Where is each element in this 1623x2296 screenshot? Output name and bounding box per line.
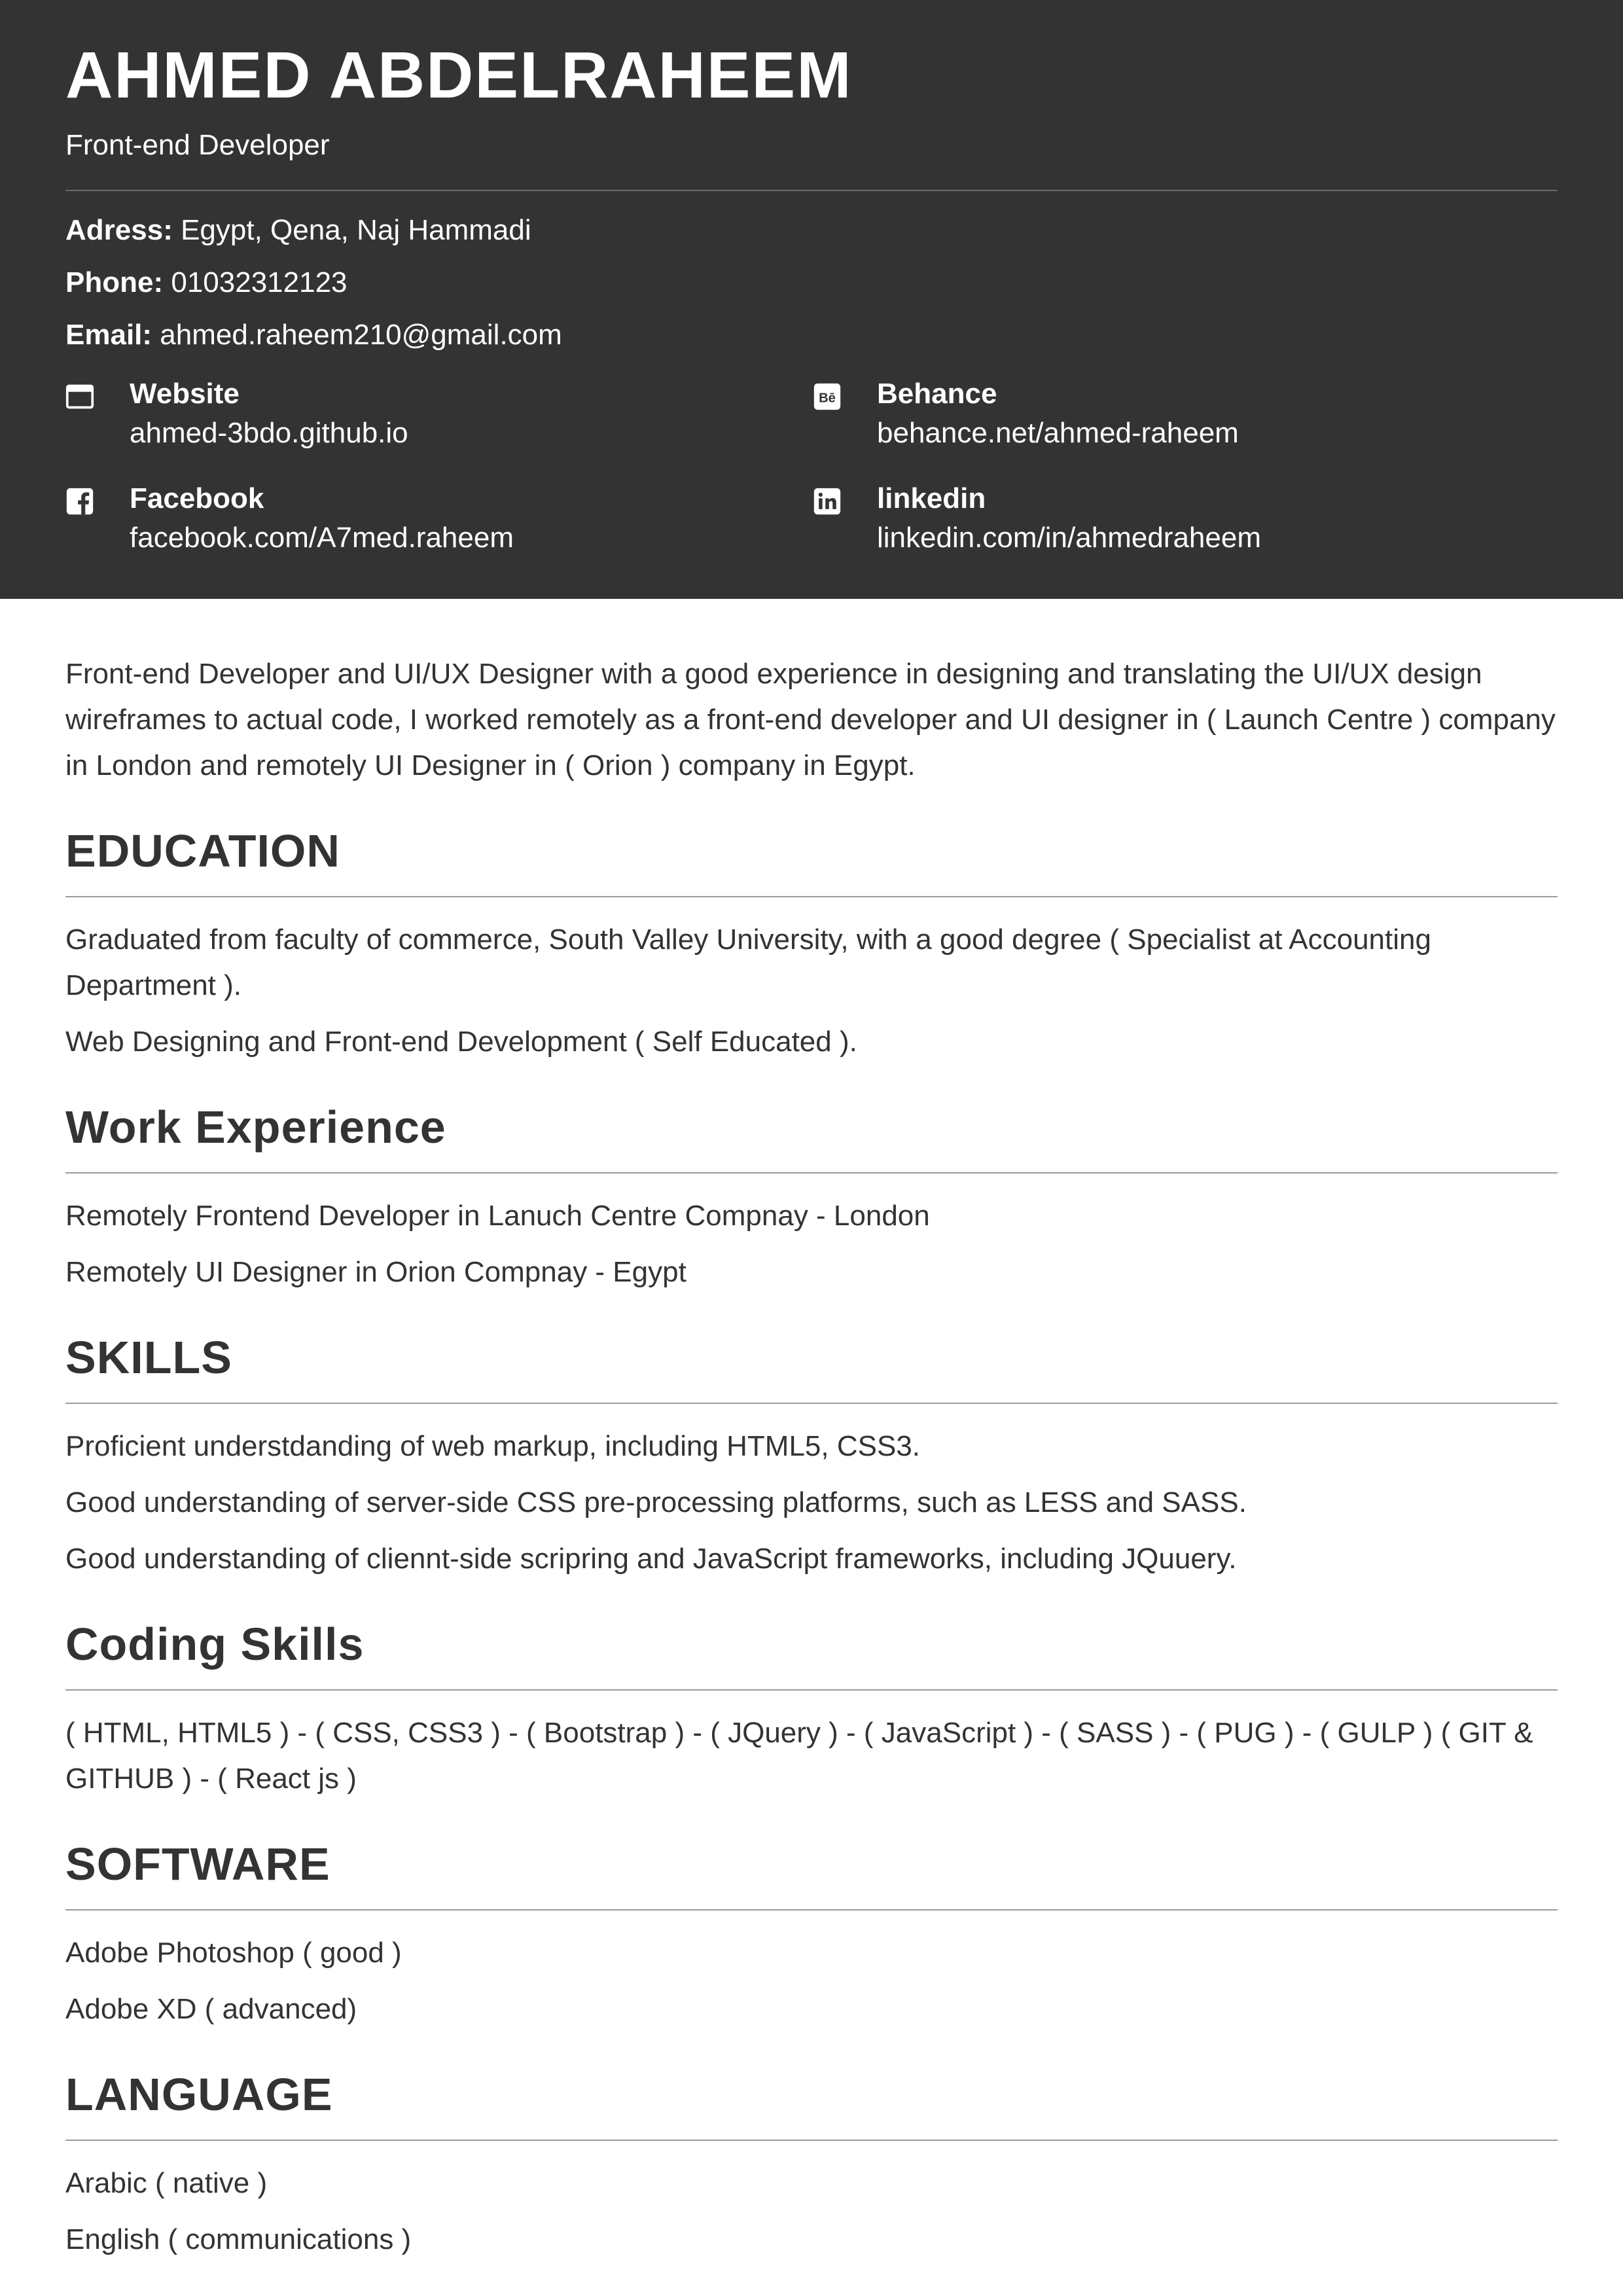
header-divider [65,190,1558,191]
section-title: LANGUAGE [65,2069,333,2120]
coding-skills-section [65,1615,1558,1802]
education-item: Web Designing and Front-end Development ( Self Educated ). [65,1026,857,1058]
behance-icon [813,382,842,411]
section-title: Work Experience [65,1102,446,1153]
linkedin-label: linkedin [877,482,986,514]
facebook-link[interactable] [65,479,813,558]
behance-label: Behance [877,378,997,410]
resume-header [0,0,1623,599]
work-experience-section [65,1098,1558,1295]
skill-item: Proficient understdanding of web markup, including HTML5, CSS3. [65,1430,921,1462]
phone-line [65,263,1558,302]
section-divider [65,1403,1558,1404]
section-title: SKILLS [65,1332,232,1383]
browser-window-icon [65,382,94,411]
address-value: Egypt, Qena, Naj Hammadi [181,214,531,246]
facebook-icon [65,487,94,516]
resume-body [0,599,1623,2263]
education-item: Graduated from faculty of commerce, South Valley University, with a good degree ( Specialist at Accounting Department ). [65,924,1431,1001]
website-link[interactable] [65,374,813,453]
language-item: English ( communications ) [65,2223,412,2255]
profile-links [65,374,1558,558]
software-item: Adobe Photoshop ( good ) [65,1937,402,1969]
work-item: Remotely UI Designer in Orion Compnay - Egypt [65,1256,687,1288]
address-line [65,211,1558,250]
language-item: Arabic ( native ) [65,2167,268,2199]
education-section [65,821,1558,1065]
coding-skills-list: ( HTML, HTML5 ) - ( CSS, CSS3 ) - ( Bootstrap ) - ( JQuery ) - ( JavaScript ) - ( SASS ) - ( PUG ) - ( GULP ) ( GIT & GITHUB ) - ( React js ) [65,1717,1533,1795]
phone-value[interactable]: 01032312123 [171,266,348,298]
section-divider [65,896,1558,897]
email-label: Email: [65,319,152,351]
section-title: SOFTWARE [65,1839,330,1890]
software-item: Adobe XD ( advanced) [65,1993,357,2025]
email-value[interactable]: ahmed.raheem210@gmail.com [160,319,562,351]
profile-summary: Front-end Developer and UI/UX Designer with a good experience in designing and translating the UI/UX design wireframes to actual code, I worked remotely as a front-end developer and UI designer in ( Launch Centre ) company in London and remotely UI Designer in ( Orion ) company in Egypt. [65,658,1556,781]
linkedin-url[interactable]: linkedin.com/in/ahmedraheem [877,522,1261,554]
facebook-url[interactable]: facebook.com/A7med.raheem [130,522,514,554]
email-line [65,315,1558,355]
skill-item: Good understanding of server-side CSS pre-processing platforms, such as LESS and SASS. [65,1486,1247,1518]
section-divider [65,1689,1558,1691]
language-section [65,2065,1558,2263]
section-divider [65,1909,1558,1910]
behance-link[interactable] [813,374,1467,453]
section-divider [65,2140,1558,2141]
linkedin-icon [813,487,842,516]
phone-label: Phone: [65,266,164,298]
website-url[interactable]: ahmed-3bdo.github.io [130,417,408,449]
person-name: AHMED ABDELRAHEEM [65,39,853,112]
facebook-label: Facebook [130,482,264,514]
website-label: Website [130,378,240,410]
section-title: Coding Skills [65,1619,365,1670]
linkedin-link[interactable] [813,479,1467,558]
section-divider [65,1172,1558,1174]
address-label: Adress: [65,214,173,246]
svg-text:Bē: Bē [819,391,836,406]
job-title: Front-end Developer [65,129,330,161]
work-item: Remotely Frontend Developer in Lanuch Centre Compnay - London [65,1200,930,1232]
section-title: EDUCATION [65,825,340,876]
skills-section [65,1328,1558,1582]
skill-item: Good understanding of cliennt-side scripring and JavaScript frameworks, including JQuuery. [65,1543,1237,1575]
behance-url[interactable]: behance.net/ahmed-raheem [877,417,1239,449]
software-section [65,1835,1558,2032]
